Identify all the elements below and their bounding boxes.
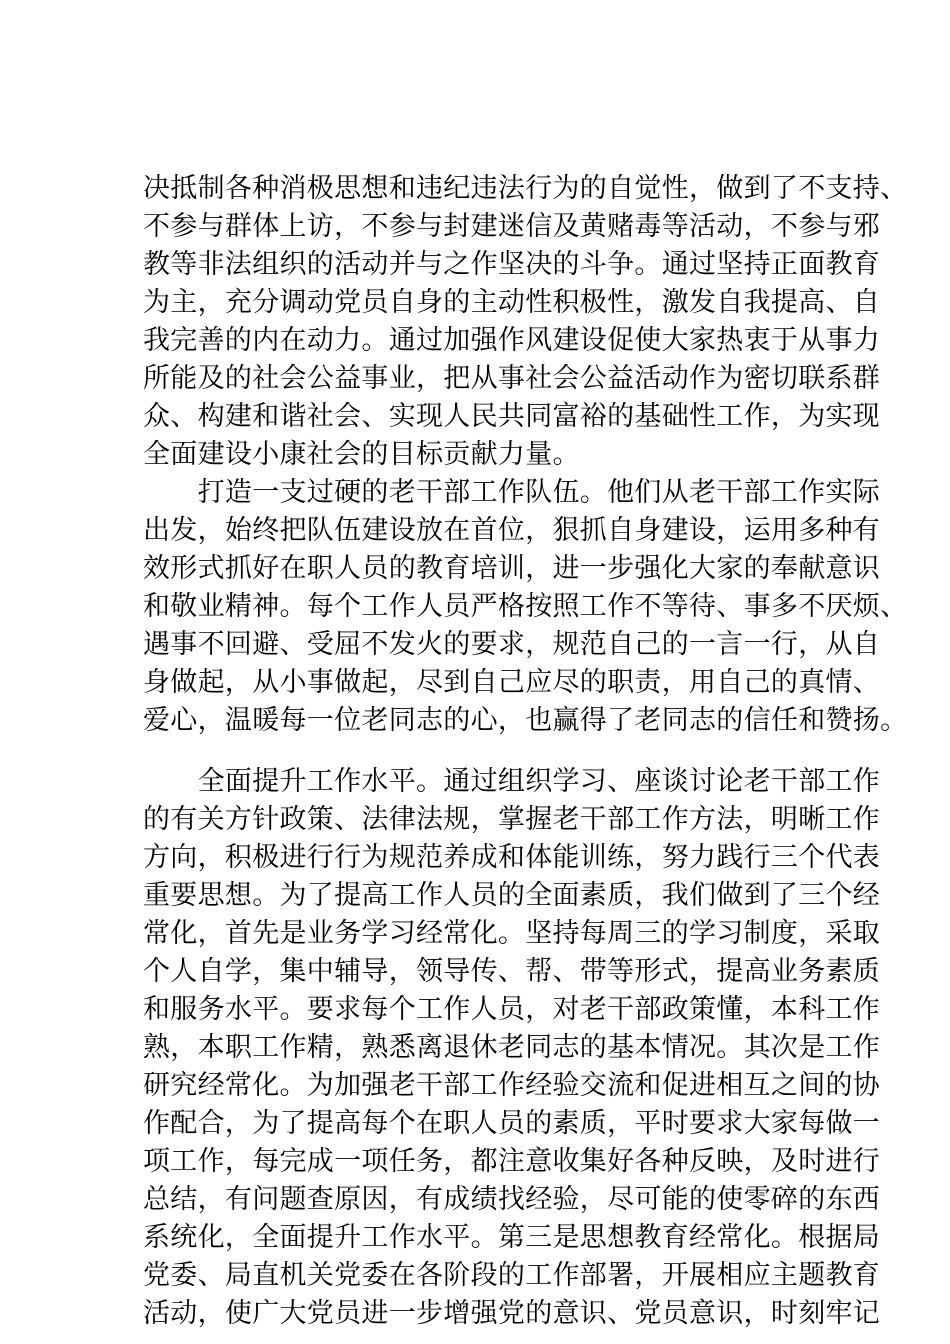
text-line: 众、构建和谐社会、实现人民共同富裕的基础性工作，为实现 <box>143 401 881 432</box>
text-line: 方向，积极进行行为规范养成和体能训练，努力践行三个代表 <box>143 842 881 873</box>
text-line: 常化，首先是业务学习经常化。坚持每周三的学习制度，采取 <box>143 918 881 949</box>
text-line: 不参与群体上访，不参与封建迷信及黄赌毒等活动，不参与邪 <box>143 211 881 242</box>
text-line: 党委、局直机关党委在各阶段的工作部署，开展相应主题教育 <box>143 1260 881 1291</box>
text-line: 所能及的社会公益事业，把从事社会公益活动作为密切联系群 <box>143 363 881 394</box>
text-line: 效形式抓好在职人员的教育培训，进一步强化大家的奉献意识 <box>143 553 881 584</box>
text-line: 身做起，从小事做起，尽到自己应尽的职责，用自己的真情、 <box>143 667 881 698</box>
text-line: 遇事不回避、受屈不发火的要求，规范自己的一言一行，从自 <box>143 629 881 660</box>
text-line: 的有关方针政策、法律法规，掌握老干部工作方法，明晰工作 <box>143 804 881 835</box>
text-line: 总结，有问题查原因，有成绩找经验，尽可能的使零碎的东西 <box>143 1184 881 1215</box>
text-line: 项工作，每完成一项任务，都注意收集好各种反映，及时进行 <box>143 1146 881 1177</box>
text-line: 全面建设小康社会的目标贡献力量。 <box>143 439 580 470</box>
text-line: 和服务水平。要求每个工作人员，对老干部政策懂，本科工作 <box>143 994 881 1025</box>
text-line: 为主，充分调动党员自身的主动性积极性，激发自我提高、自 <box>143 287 881 318</box>
text-line: 重要思想。为了提高工作人员的全面素质，我们做到了三个经 <box>143 880 881 911</box>
text-line: 个人自学，集中辅导，领导传、帮、带等形式，提高业务素质 <box>143 956 881 987</box>
text-line: 决抵制各种消极思想和违纪违法行为的自觉性，做到了不支持、 <box>143 173 908 204</box>
text-line: 我完善的内在动力。通过加强作风建设促使大家热衷于从事力 <box>143 325 881 356</box>
text-line: 出发，始终把队伍建设放在首位，狠抓自身建设，运用多种有 <box>143 515 881 546</box>
text-line: 和敬业精神。每个工作人员严格按照工作不等待、事多不厌烦、 <box>143 591 908 622</box>
paragraph-start-line: 打造一支过硬的老干部工作队伍。他们从老干部工作实际 <box>143 477 881 508</box>
text-line: 系统化，全面提升工作水平。第三是思想教育经常化。根据局 <box>143 1222 881 1253</box>
text-line: 研究经常化。为加强老干部工作经验交流和促进相互之间的协 <box>143 1070 881 1101</box>
text-line: 爱心，温暖每一位老同志的心，也赢得了老同志的信任和赞扬。 <box>143 705 908 736</box>
text-line: 教等非法组织的活动并与之作坚决的斗争。通过坚持正面教育 <box>143 249 881 280</box>
text-line: 作配合，为了提高每个在职人员的素质，平时要求大家每做一 <box>143 1108 881 1139</box>
paragraph-start-line: 全面提升工作水平。通过组织学习、座谈讨论老干部工作 <box>143 766 881 797</box>
text-line: 熟，本职工作精，熟悉离退休老同志的基本情况。其次是工作 <box>143 1032 881 1063</box>
text-line: 活动，使广大党员进一步增强党的意识、党员意识，时刻牢记 <box>143 1298 881 1329</box>
